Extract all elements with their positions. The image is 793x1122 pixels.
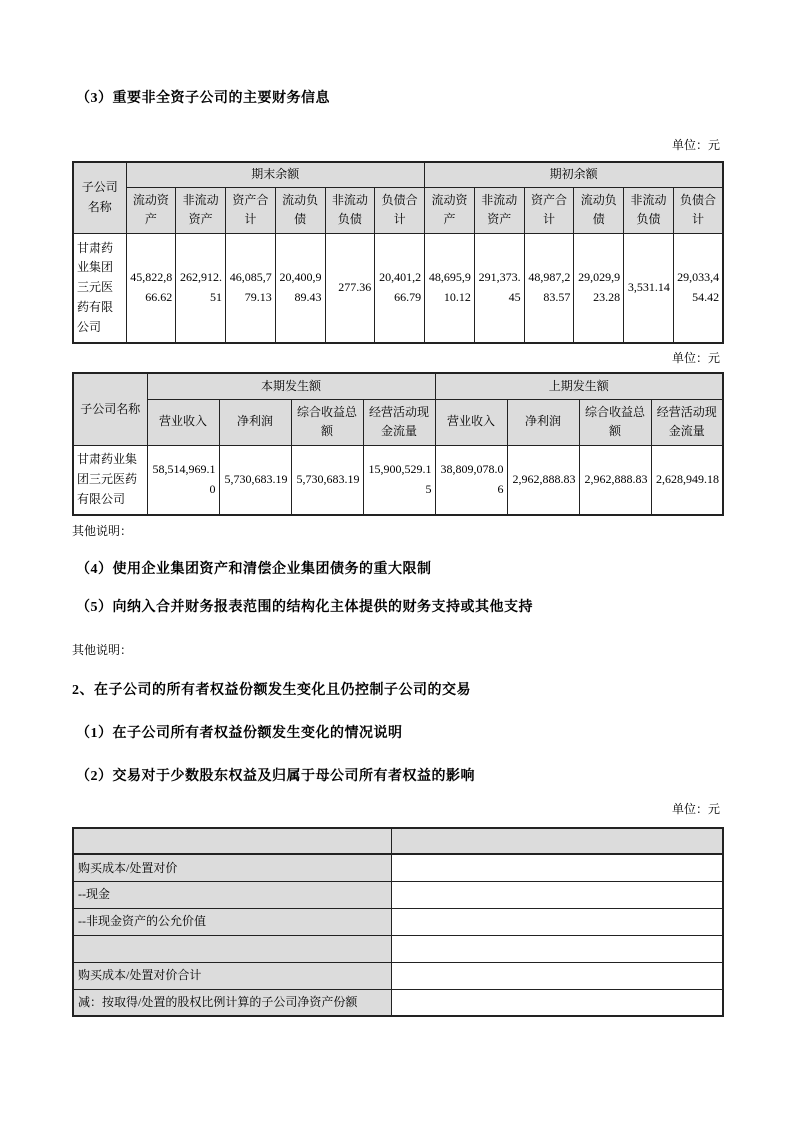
table-row bbox=[73, 399, 723, 445]
row-value bbox=[391, 989, 723, 1016]
group-header-current-period: 本期发生额 bbox=[147, 373, 435, 399]
row-label: --现金 bbox=[73, 881, 391, 908]
row-label bbox=[73, 935, 391, 962]
value-cell: 58,514,969.10 bbox=[147, 445, 219, 515]
unit-label-3: 单位：元 bbox=[671, 802, 720, 817]
subsidiary-name-cell: 甘肃药业集团三元医药有限公司 bbox=[73, 445, 147, 515]
header-cell bbox=[73, 828, 391, 854]
table-row bbox=[73, 828, 723, 854]
column-header: 负债合计 bbox=[375, 187, 425, 233]
column-header: 流动资产 bbox=[126, 187, 176, 233]
unit-label-2: 单位：元 bbox=[671, 351, 720, 366]
column-header: 营业收入 bbox=[147, 399, 219, 445]
value-cell: 46,085,779.13 bbox=[226, 233, 276, 343]
table-row bbox=[73, 908, 723, 935]
subsidiary-name-cell: 甘肃药业集团三元医药有限公司 bbox=[73, 233, 126, 343]
column-header: 资产合计 bbox=[226, 187, 276, 233]
header-cell bbox=[391, 828, 723, 854]
value-cell: 29,029,923.28 bbox=[574, 233, 624, 343]
value-cell: 2,628,949.18 bbox=[651, 445, 723, 515]
row-value bbox=[391, 854, 723, 881]
value-cell: 5,730,683.19 bbox=[291, 445, 363, 515]
other-note-label: 其他说明： bbox=[72, 643, 133, 658]
row-label: 购买成本/处置对价 bbox=[73, 854, 391, 881]
table-row bbox=[73, 445, 723, 515]
equity-change-impact-table bbox=[72, 827, 724, 1017]
column-header: 综合收益总额 bbox=[291, 399, 363, 445]
value-cell: 277.36 bbox=[325, 233, 375, 343]
corner-header-cell: 子公司名称 bbox=[73, 373, 147, 445]
value-cell: 2,962,888.83 bbox=[507, 445, 579, 515]
value-cell: 15,900,529.15 bbox=[363, 445, 435, 515]
table-row bbox=[73, 854, 723, 881]
table-row bbox=[73, 962, 723, 989]
value-cell: 3,531.14 bbox=[624, 233, 674, 343]
value-cell: 2,962,888.83 bbox=[579, 445, 651, 515]
column-header: 净利润 bbox=[219, 399, 291, 445]
column-header: 流动负债 bbox=[275, 187, 325, 233]
column-header: 综合收益总额 bbox=[579, 399, 651, 445]
column-header: 经营活动现金流量 bbox=[651, 399, 723, 445]
value-cell: 5,730,683.19 bbox=[219, 445, 291, 515]
group-header-ending-balance: 期末余额 bbox=[126, 162, 425, 187]
group-header-prior-period: 上期发生额 bbox=[435, 373, 723, 399]
value-cell: 45,822,866.62 bbox=[126, 233, 176, 343]
table-row bbox=[73, 187, 723, 233]
subsidiary-balance-table bbox=[72, 161, 724, 344]
column-header: 非流动负债 bbox=[624, 187, 674, 233]
value-cell: 29,033,454.42 bbox=[673, 233, 723, 343]
table-row bbox=[73, 935, 723, 962]
section2-2-heading: （2）交易对于少数股东权益及归属于母公司所有者权益的影响 bbox=[76, 769, 475, 785]
section2-heading: 2、在子公司的所有者权益份额发生变化且仍控制子公司的交易 bbox=[72, 683, 471, 699]
row-value bbox=[391, 881, 723, 908]
row-value bbox=[391, 935, 723, 962]
unit-label-1: 单位：元 bbox=[671, 138, 720, 152]
column-header: 非流动资产 bbox=[176, 187, 226, 233]
column-header: 流动资产 bbox=[425, 187, 475, 233]
value-cell: 38,809,078.06 bbox=[435, 445, 507, 515]
value-cell: 291,373.45 bbox=[474, 233, 524, 343]
column-header: 营业收入 bbox=[435, 399, 507, 445]
value-cell: 48,695,910.12 bbox=[425, 233, 475, 343]
column-header: 负债合计 bbox=[673, 187, 723, 233]
value-cell: 20,401,266.79 bbox=[375, 233, 425, 343]
row-value bbox=[391, 962, 723, 989]
section2-1-heading: （1）在子公司所有者权益份额发生变化的情况说明 bbox=[76, 726, 403, 742]
column-header: 资产合计 bbox=[524, 187, 574, 233]
column-header: 流动负债 bbox=[574, 187, 624, 233]
corner-header-cell: 子公司名称 bbox=[73, 162, 126, 233]
row-value bbox=[391, 908, 723, 935]
column-header: 净利润 bbox=[507, 399, 579, 445]
subsidiary-income-table bbox=[72, 372, 724, 516]
row-label: 购买成本/处置对价合计 bbox=[73, 962, 391, 989]
column-header: 经营活动现金流量 bbox=[363, 399, 435, 445]
table-row bbox=[73, 233, 723, 343]
value-cell: 262,912.51 bbox=[176, 233, 226, 343]
column-header: 非流动资产 bbox=[474, 187, 524, 233]
column-header: 非流动负债 bbox=[325, 187, 375, 233]
value-cell: 48,987,283.57 bbox=[524, 233, 574, 343]
section5-heading: （5）向纳入合并财务报表范围的结构化主体提供的财务支持或其他支持 bbox=[76, 600, 533, 616]
section4-heading: （4）使用企业集团资产和清偿企业集团债务的重大限制 bbox=[76, 562, 432, 578]
group-header-beginning-balance: 期初余额 bbox=[425, 162, 724, 187]
other-note-label: 其他说明： bbox=[72, 524, 133, 539]
table-row bbox=[73, 881, 723, 908]
section3-heading: （3）重要非全资子公司的主要财务信息 bbox=[76, 91, 330, 106]
row-label: --非现金资产的公允价值 bbox=[73, 908, 391, 935]
table-row bbox=[73, 373, 723, 399]
table-row bbox=[73, 162, 723, 187]
row-label: 减：按取得/处置的股权比例计算的子公司净资产份额 bbox=[73, 989, 391, 1016]
value-cell: 20,400,989.43 bbox=[275, 233, 325, 343]
table-row bbox=[73, 989, 723, 1016]
